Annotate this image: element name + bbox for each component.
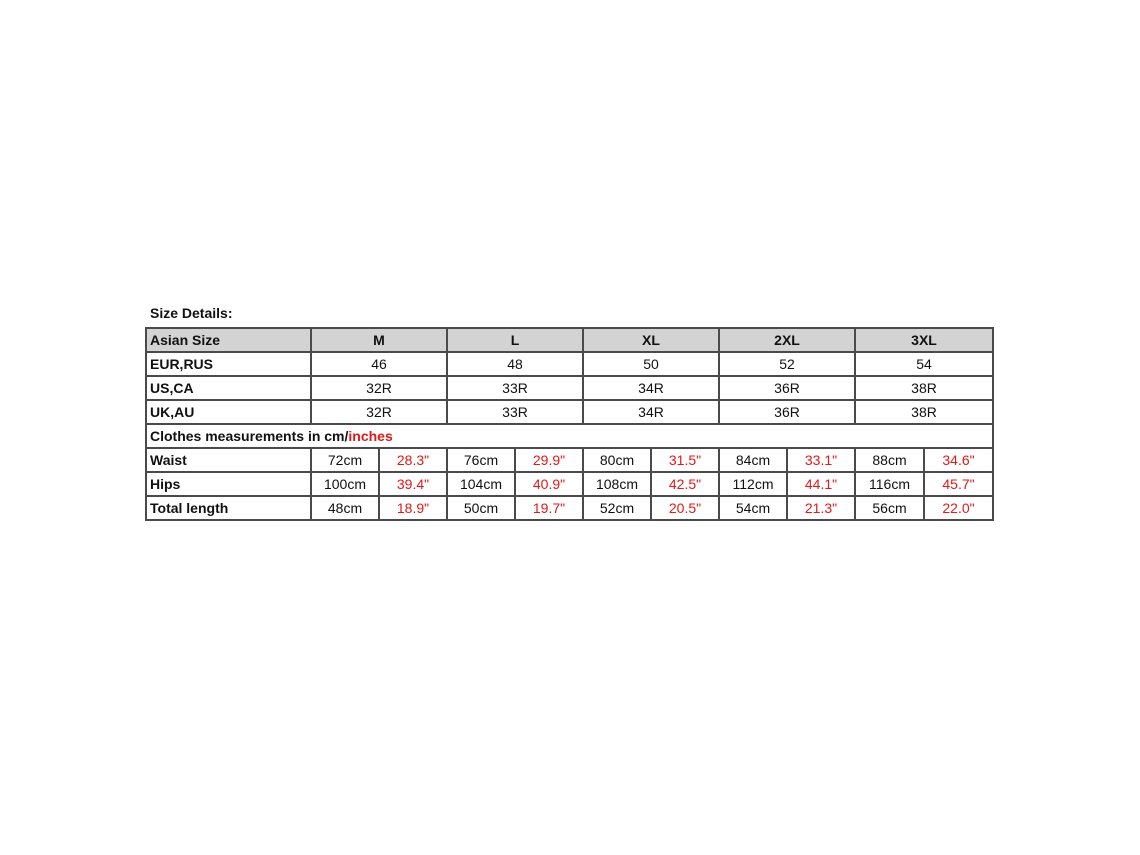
inch-cell: 33.1" [787,448,855,472]
table-row [146,496,993,520]
cm-cell: 80cm [583,448,651,472]
inch-cell: 44.1" [787,472,855,496]
table-cell: 38R [855,376,993,400]
size-details-title: Size Details: [150,305,233,321]
inch-cell: 19.7" [515,496,583,520]
cm-cell: 56cm [855,496,924,520]
cm-cell: 100cm [311,472,379,496]
inch-cell: 18.9" [379,496,447,520]
inch-cell: 29.9" [515,448,583,472]
table-cell: 32R [311,376,447,400]
table-row [146,400,993,424]
size-header-m: M [311,328,447,352]
cm-cell: 52cm [583,496,651,520]
row-label: Total length [146,496,311,520]
cm-cell: 112cm [719,472,787,496]
table-cell: 36R [719,376,855,400]
cm-cell: 108cm [583,472,651,496]
size-chart-table [145,327,994,521]
table-row [146,472,993,496]
cm-cell: 54cm [719,496,787,520]
cm-cell: 104cm [447,472,515,496]
cm-cell: 76cm [447,448,515,472]
inch-cell: 22.0" [924,496,993,520]
table-cell: 36R [719,400,855,424]
row-label: UK,AU [146,400,311,424]
inch-cell: 45.7" [924,472,993,496]
cm-cell: 88cm [855,448,924,472]
size-header-2xl: 2XL [719,328,855,352]
table-cell: 33R [447,400,583,424]
cm-cell: 48cm [311,496,379,520]
table-row [146,352,993,376]
inch-cell: 34.6" [924,448,993,472]
size-header-3xl: 3XL [855,328,993,352]
row-label: US,CA [146,376,311,400]
cm-cell: 84cm [719,448,787,472]
measurements-section-label [146,424,993,448]
asian-size-header: Asian Size [146,328,311,352]
row-label: EUR,RUS [146,352,311,376]
table-cell: 38R [855,400,993,424]
inch-cell: 28.3" [379,448,447,472]
section-label-prefix: Clothes measurements in cm/ [150,428,349,444]
size-header-xl: XL [583,328,719,352]
table-cell: 48 [447,352,583,376]
table-row [146,376,993,400]
section-label-inches: inches [348,428,393,444]
inch-cell: 39.4" [379,472,447,496]
row-label: Hips [146,472,311,496]
table-cell: 34R [583,400,719,424]
table-row [146,448,993,472]
table-cell: 33R [447,376,583,400]
table-header-row [146,328,993,352]
table-cell: 50 [583,352,719,376]
inch-cell: 21.3" [787,496,855,520]
table-cell: 54 [855,352,993,376]
section-row [146,424,993,448]
table-cell: 32R [311,400,447,424]
table-cell: 34R [583,376,719,400]
table-cell: 52 [719,352,855,376]
row-label: Waist [146,448,311,472]
table-cell: 46 [311,352,447,376]
inch-cell: 42.5" [651,472,719,496]
inch-cell: 40.9" [515,472,583,496]
cm-cell: 72cm [311,448,379,472]
cm-cell: 50cm [447,496,515,520]
inch-cell: 20.5" [651,496,719,520]
inch-cell: 31.5" [651,448,719,472]
size-header-l: L [447,328,583,352]
cm-cell: 116cm [855,472,924,496]
